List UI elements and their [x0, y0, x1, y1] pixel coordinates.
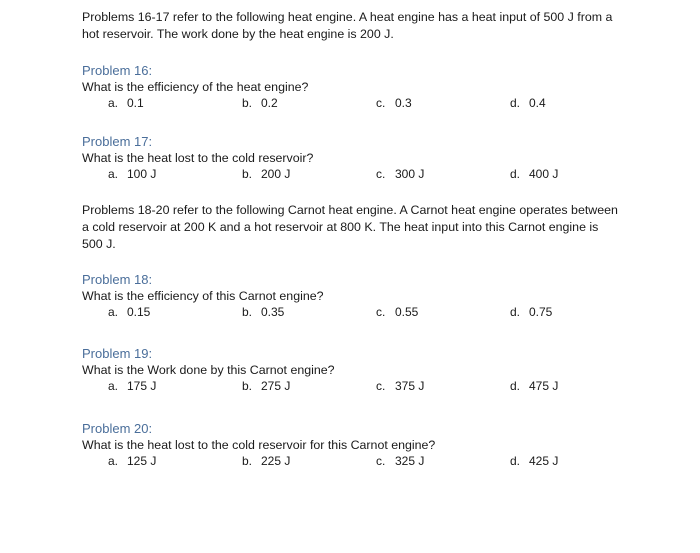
choice-letter: a.	[108, 167, 119, 181]
answer-choices	[82, 304, 642, 320]
choice-value: 275 J	[261, 379, 291, 393]
answer-choices	[82, 453, 642, 469]
choice-letter: b.	[242, 167, 253, 181]
choice-letter: d.	[510, 167, 521, 181]
problem-title: Problem 17:	[82, 134, 153, 149]
choice-a	[108, 453, 156, 469]
choice-value: 225 J	[261, 454, 291, 468]
choice-letter: c.	[376, 305, 386, 319]
problem-19	[82, 345, 642, 394]
choice-c	[376, 166, 424, 182]
answer-choices	[82, 95, 642, 111]
choice-value: 100 J	[127, 167, 157, 181]
choice-d	[510, 453, 558, 469]
choice-c	[376, 304, 418, 320]
choice-value: 125 J	[127, 454, 157, 468]
choice-b	[242, 453, 290, 469]
choice-value: 0.35	[261, 305, 285, 319]
problem-question: What is the efficiency of the heat engine?	[82, 80, 309, 94]
choice-value: 375 J	[395, 379, 425, 393]
choice-value: 0.1	[127, 96, 144, 110]
choice-d	[510, 166, 558, 182]
choice-letter: a.	[108, 305, 119, 319]
choice-letter: a.	[108, 379, 119, 393]
choice-a	[108, 378, 156, 394]
choice-letter: a.	[108, 96, 119, 110]
choice-letter: b.	[242, 379, 253, 393]
choice-value: 200 J	[261, 167, 291, 181]
choice-letter: d.	[510, 305, 521, 319]
choice-a	[108, 95, 144, 111]
problem-title: Problem 19:	[82, 346, 153, 361]
choice-a	[108, 166, 156, 182]
choice-letter: d.	[510, 96, 521, 110]
problem-title: Problem 16:	[82, 63, 153, 78]
choice-d	[510, 378, 558, 394]
choice-value: 0.4	[529, 96, 546, 110]
choice-value: 475 J	[529, 379, 559, 393]
choice-letter: a.	[108, 454, 119, 468]
choice-letter: c.	[376, 167, 386, 181]
choice-value: 300 J	[395, 167, 425, 181]
answer-choices	[82, 378, 642, 394]
problem-question: What is the heat lost to the cold reservoir?	[82, 151, 314, 165]
choice-letter: c.	[376, 96, 386, 110]
choice-c	[376, 95, 412, 111]
intro-heat-engine: Problems 16-17 refer to the following heat engine. A heat engine has a heat input of 500 J from a hot reservoir. The work done by the heat engine is 200 J.	[82, 10, 613, 41]
choice-b	[242, 166, 290, 182]
choice-letter: d.	[510, 454, 521, 468]
choice-value: 0.55	[395, 305, 419, 319]
choice-d	[510, 95, 546, 111]
problem-title: Problem 20:	[82, 421, 153, 436]
problem-question: What is the Work done by this Carnot engine?	[82, 363, 335, 377]
choice-letter: b.	[242, 454, 253, 468]
answer-choices	[82, 166, 642, 182]
intro-carnot-engine: Problems 18-20 refer to the following Carnot heat engine. A Carnot heat engine operates between a cold reservoir at 200 K and a hot reservoir at 800 K. The heat input into this Carnot engine is 500 J.	[82, 203, 618, 251]
problem-question: What is the efficiency of this Carnot engine?	[82, 289, 324, 303]
choice-letter: b.	[242, 96, 253, 110]
choice-letter: c.	[376, 454, 386, 468]
problem-16	[82, 62, 642, 111]
problem-18	[82, 271, 642, 320]
choice-letter: d.	[510, 379, 521, 393]
choice-letter: c.	[376, 379, 386, 393]
choice-b	[242, 95, 278, 111]
problem-title: Problem 18:	[82, 272, 153, 287]
choice-c	[376, 378, 424, 394]
choice-c	[376, 453, 424, 469]
choice-value: 0.75	[529, 305, 553, 319]
problem-17	[82, 133, 642, 182]
choice-b	[242, 378, 290, 394]
choice-value: 0.15	[127, 305, 151, 319]
problem-20	[82, 420, 642, 469]
choice-value: 175 J	[127, 379, 157, 393]
choice-letter: b.	[242, 305, 253, 319]
choice-value: 0.2	[261, 96, 278, 110]
choice-a	[108, 304, 150, 320]
choice-value: 400 J	[529, 167, 559, 181]
choice-value: 0.3	[395, 96, 412, 110]
choice-d	[510, 304, 552, 320]
choice-value: 425 J	[529, 454, 559, 468]
problem-question: What is the heat lost to the cold reservoir for this Carnot engine?	[82, 438, 436, 452]
choice-b	[242, 304, 284, 320]
choice-value: 325 J	[395, 454, 425, 468]
